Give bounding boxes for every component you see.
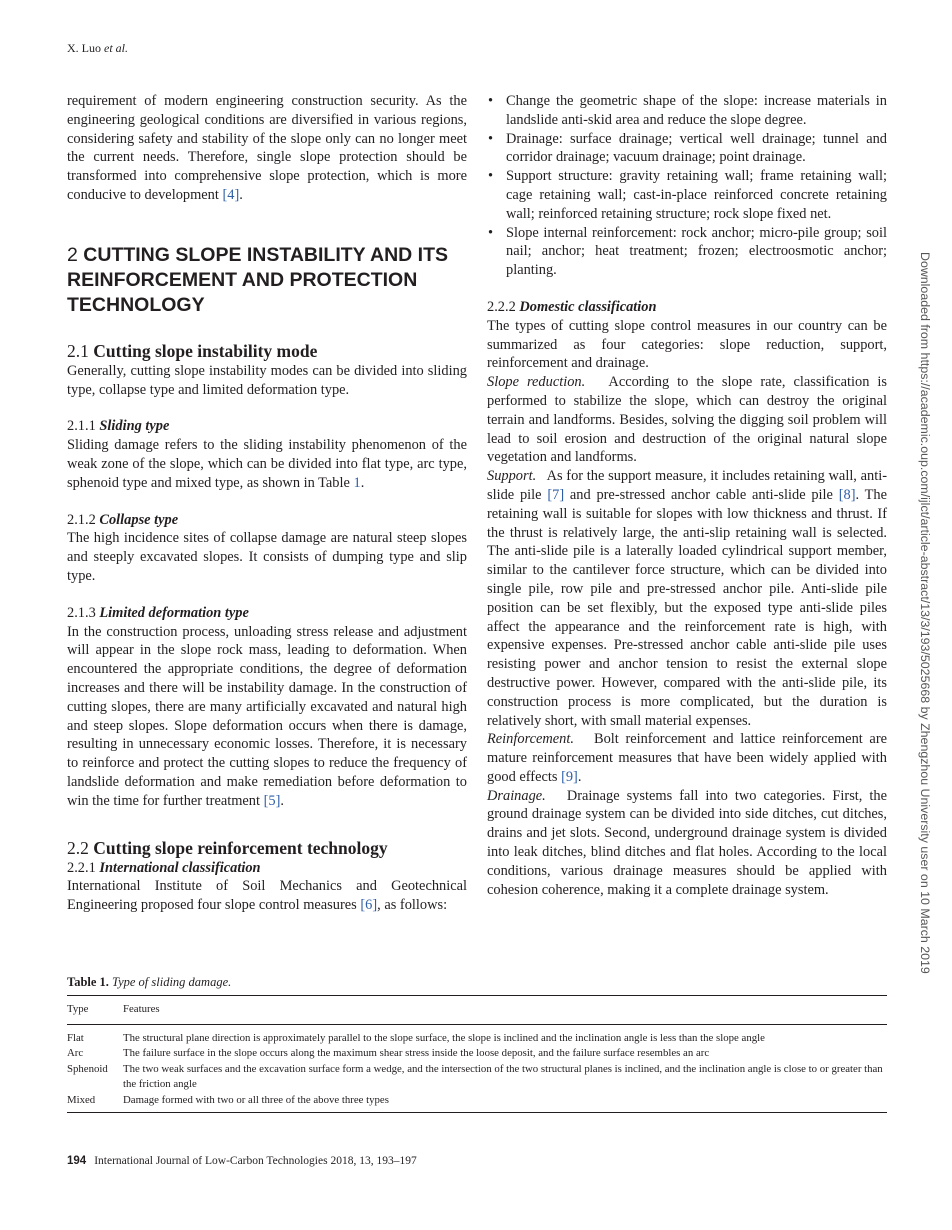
list-item: • Support structure: gravity retaining wall; frame retaining wall; cage retaining wall; cast-in-place reinforced concrete retaining wall; reinforced retaining structure; rock slope fixed net. [487, 167, 887, 223]
column-header-features: Features [123, 996, 887, 1025]
section-2-1-text: Generally, cutting slope instability modes can be divided into sliding type, collapse type and limited deformation type. [67, 362, 467, 398]
download-sidebar [914, 252, 932, 972]
section-2-1-3-heading: 2.1.3 Limited deformation type [67, 604, 249, 621]
section-2-2-1-heading: 2.2.1 International classification [67, 859, 261, 876]
table-row [67, 1024, 887, 1046]
cell-type: Sphenoid [67, 1062, 108, 1075]
citation-6[interactable]: [6] [360, 897, 378, 914]
reinforcement-paragraph: Reinforcement. Bolt reinforcement and lattice reinforcement are mature reinforcement measures that have been widely applied with good effects [9]. [487, 731, 887, 785]
control-measures-list [487, 92, 887, 280]
cell-type: Arc [67, 1047, 84, 1060]
journal-citation: International Journal of Low-Carbon Technologies 2018, 13, 193–197 [94, 1155, 417, 1167]
page-number: 194 [67, 1155, 87, 1167]
left-column [67, 92, 467, 915]
cell-type: Flat [67, 1031, 84, 1044]
section-2-2-heading: 2.2 Cutting slope reinforcement technology [67, 837, 388, 858]
table-1-caption: Table 1. Type of sliding damage. [67, 975, 232, 989]
table-1-ref[interactable]: 1 [353, 474, 361, 491]
right-column [487, 92, 887, 899]
cell-features: Damage formed with two or all three of the above three types [123, 1093, 887, 1112]
cell-features: The structural plane direction is approximately parallel to the slope surface, the slope is inclined and the inclination angle is less than the slope angle [123, 1031, 765, 1044]
section-2-1-2-heading: 2.1.2 Collapse type [67, 511, 179, 528]
section-2-1-3-text: In the construction process, unloading stress release and adjustment will appear in the slope rock mass, leading to deformation. When encountered the appropriate conditions, the degree of deformation increases and there will be instability damage. In the construction of cutting slopes, there are many artificially excavated and natural high and steep slopes. Slope deformation occurs when there is damage, resulting in unnecessary economic losses. Therefore, it is necessary to reinforce and protect the cutting slopes to reduce the frequency of landslide deformation and make remediation before deformation to win the time for further treatment [5]. [67, 623, 467, 809]
list-item: • Slope internal reinforcement: rock anchor; micro-pile group; soil nail; anchor; heat treatment; frozen; electroosmotic anchor; planting. [487, 224, 887, 280]
section-2-2-2-heading: 2.2.2 Domestic classification [487, 298, 657, 315]
drainage-paragraph: Drainage. Drainage systems fall into two categories. First, the ground drainage system can be divided into side ditches, cut ditches, drains and jet slots. Second, underground drainage system is divided into leak ditches, blind ditches and flat holes. According to the local conditions, various drainage measures should be applied with cohesion coherence, making it a complete drainage system. [487, 787, 888, 898]
cell-features: The two weak surfaces and the excavation surface form a wedge, and the intersection of the two structural planes is inclined, and the inclination angle is close to or greater than the friction angle [123, 1062, 883, 1091]
support-paragraph: Support. As for the support measure, it includes retaining wall, anti-slide pile [7] and pre-stressed anchor cable anti-slide pile [8]. The retaining wall is suitable for slopes with low thickness and thrust. If the thrust is relatively large, the anti-slip retaining wall is selected. The anti-slide pile is a laterally loaded cylindrical support member, similar to the cantilever force structure, which can be divided into single pile, row pile and pre-stressed anchor pile. Anti-slide pile position can be set flexibly, but the exposed type anti-slide piles affect the appearance and the reinforcement rate is high, with expensive expenses. Pre-stressed anchor cable anti-slide pile uses resisting power and anchor tension to resist the external slope destructive power. However, compared with the anti-slide pile, its construction process is more complicated, but the duration is relatively short, with small material expenses. [487, 468, 888, 729]
table-row [67, 1062, 887, 1093]
table-row [67, 1046, 887, 1062]
citation-9[interactable]: [9] [561, 768, 578, 785]
page-footer [67, 1155, 417, 1167]
slope-reduction-paragraph: Slope reduction. According to the slope rate, classification is performed to stabilize the slope, which can destroy the original terrain and landforms. Besides, solving the digging soil problem will lead to soil erosion and destruction of the original natural slope vegetation and landforms. [487, 374, 887, 466]
table-1 [67, 995, 887, 1113]
section-2-1-1-heading: 2.1.1 Sliding type [67, 418, 170, 435]
running-header: X. Luo et al. [67, 41, 128, 55]
section-2-1-2-text: The high incidence sites of collapse damage are natural steep slopes and steeply excavated slopes. It consists of dumping type and slip type. [67, 530, 467, 584]
list-item: • Drainage: surface drainage; vertical well drainage; tunnel and corridor drainage; vacuum drainage; point drainage. [487, 130, 887, 168]
citation-5[interactable]: [5] [263, 792, 281, 809]
cell-features: The failure surface in the slope occurs along the maximum shear stress inside the loose deposit, and the failure surface resembles an arc [123, 1047, 710, 1060]
intro-paragraph: requirement of modern engineering construction security. As the engineering geological conditions are diversified in various regions, considering safety and stability of the slope only can no longer meet the current needs. Therefore, single slope protection should be transformed into comprehensive slope protection, which is more conducive to development [4]. [67, 93, 467, 203]
download-notice: Downloaded from https://academic.oup.com/ijlct/article-abstract/13/3/193/5025668 by Zhengzhou University user on 10 March 2019 [918, 252, 932, 974]
citation-4[interactable]: [4] [222, 186, 240, 203]
section-2-2-1-text: International Institute of Soil Mechanics and Geotechnical Engineering proposed four slope control measures [6], as follows: [67, 878, 467, 914]
table-row [67, 1093, 887, 1112]
cell-type: Mixed [67, 1093, 123, 1112]
section-2-1-heading: 2.1 Cutting slope instability mode [67, 340, 318, 361]
section-2-2-2-text: The types of cutting slope control measures in our country can be summarized as four categories: slope reduction, support, reinforcement and drainage. [487, 317, 887, 372]
section-2-1-1-text: Sliding damage refers to the sliding instability phenomenon of the weak zone of the slope, which can be divided into flat type, arc type, sphenoid type and mixed type, as shown in Table 1. [67, 437, 467, 491]
citation-7[interactable]: [7] [547, 486, 565, 503]
list-item: • Change the geometric shape of the slope: increase materials in landslide anti-skid area and reduce the slope degree. [487, 92, 887, 130]
column-header-type: Type [67, 996, 123, 1025]
table-header-row [67, 996, 887, 1025]
section-2-heading: 2 CUTTING SLOPE INSTABILITY AND ITS REINFORCEMENT AND PROTECTION TECHNOLOGY [67, 243, 449, 316]
citation-8[interactable]: [8] [838, 486, 856, 503]
